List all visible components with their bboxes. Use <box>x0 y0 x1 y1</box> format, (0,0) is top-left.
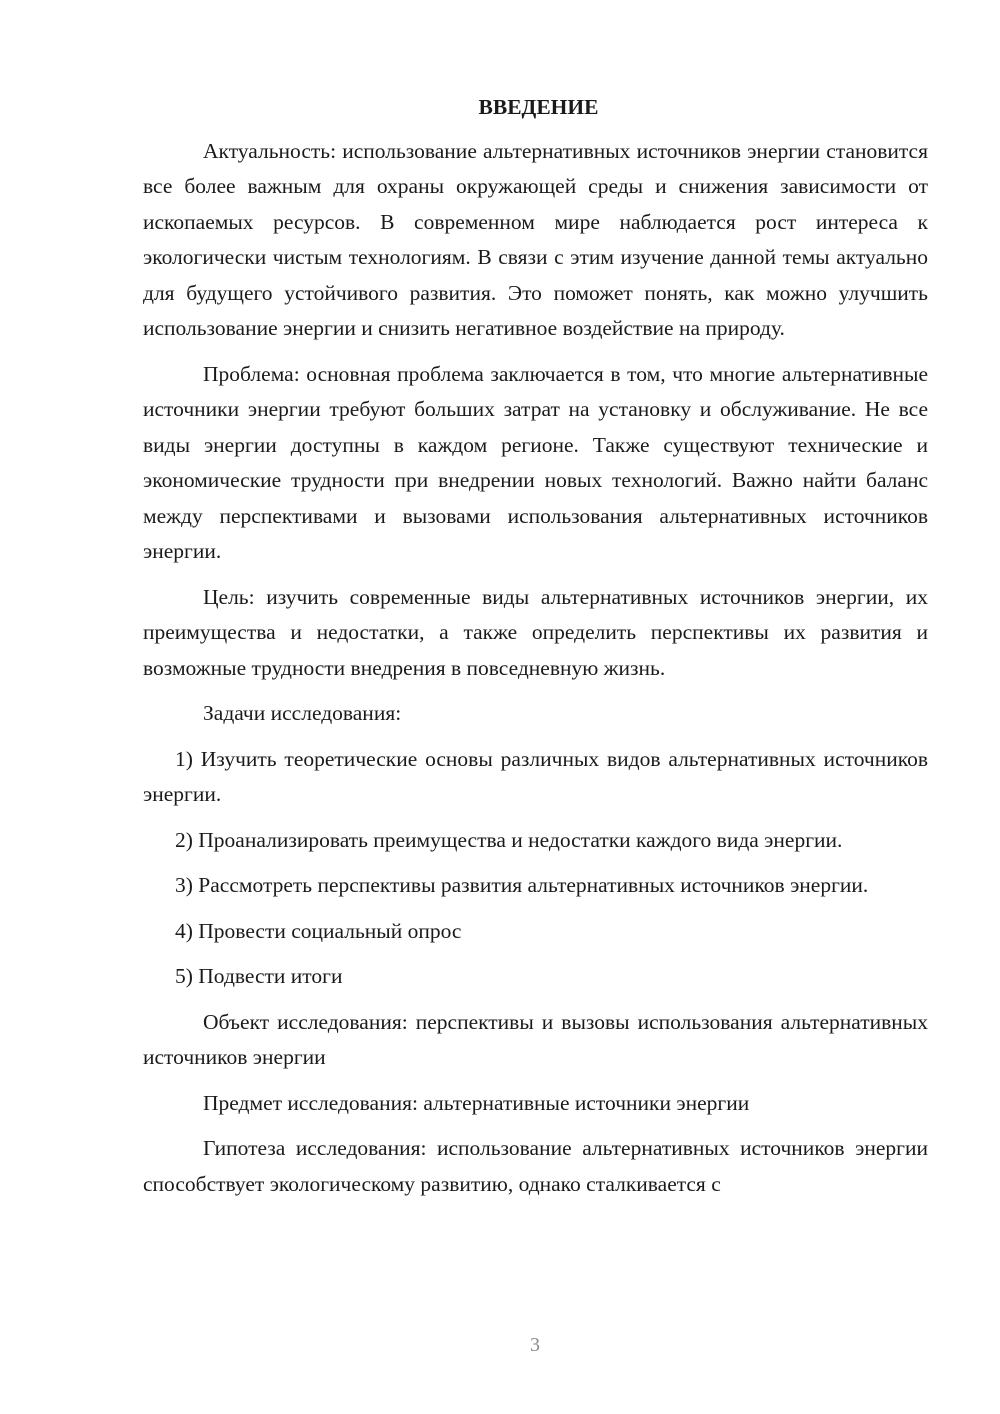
list-item: 3) Рассмотреть перспективы развития альтернативных источников энергии. <box>175 873 869 897</box>
object-paragraph: Объект исследования: перспективы и вызовы использования альтернативных источников энергии <box>143 1009 928 1069</box>
list-item: 5) Подвести итоги <box>175 964 343 988</box>
list-item: 2) Проанализировать преимущества и недостатки каждого вида энергии. <box>175 827 843 852</box>
page-title: ВВЕДЕНИЕ <box>478 95 599 119</box>
tasks-heading: Задачи исследования: <box>203 701 402 725</box>
list-item: 1) Изучить теоретические основы различных видов альтернативных источников энергии. <box>143 746 928 806</box>
page-number: 3 <box>530 1334 540 1356</box>
hypothesis-paragraph: Гипотеза исследования: использование альтернативных источников энергии способствует экологическому развитию, однако сталкивается с <box>143 1136 928 1196</box>
relevance-paragraph: Актуальность: использование альтернативных источников энергии становится все более важным для охраны окружающей среды и снижения зависимости от ископаемых ресурсов. В современном мире наблюдается рост интереса к экологически чистым технологиям. В связи с этим изучение данной темы актуально для будущего устойчивого развития. Это поможет понять, как можно улучшить использование энергии и снизить негативное воздействие на природу. <box>143 138 928 340</box>
document-page <box>143 90 928 1212</box>
list-item: 4) Провести социальный опрос <box>175 918 462 943</box>
tasks-list <box>143 742 928 995</box>
subject-paragraph: Предмет исследования: альтернативные источники энергии <box>203 1090 750 1115</box>
problem-paragraph: Проблема: основная проблема заключается в том, что многие альтернативные источники энергии требуют больших затрат на установку и обслуживание. Не все виды энергии доступны в каждом регионе. Также существуют технические и экономические трудности при внедрении новых технологий. Важно найти баланс между перспективами и вызовами использования альтернативных источников энергии. <box>143 361 928 563</box>
goal-paragraph: Цель: изучить современные виды альтернативных источников энергии, их преимущества и недостатки, а также определить перспективы их развития и возможные трудности внедрения в повседневную жизнь. <box>143 584 928 680</box>
